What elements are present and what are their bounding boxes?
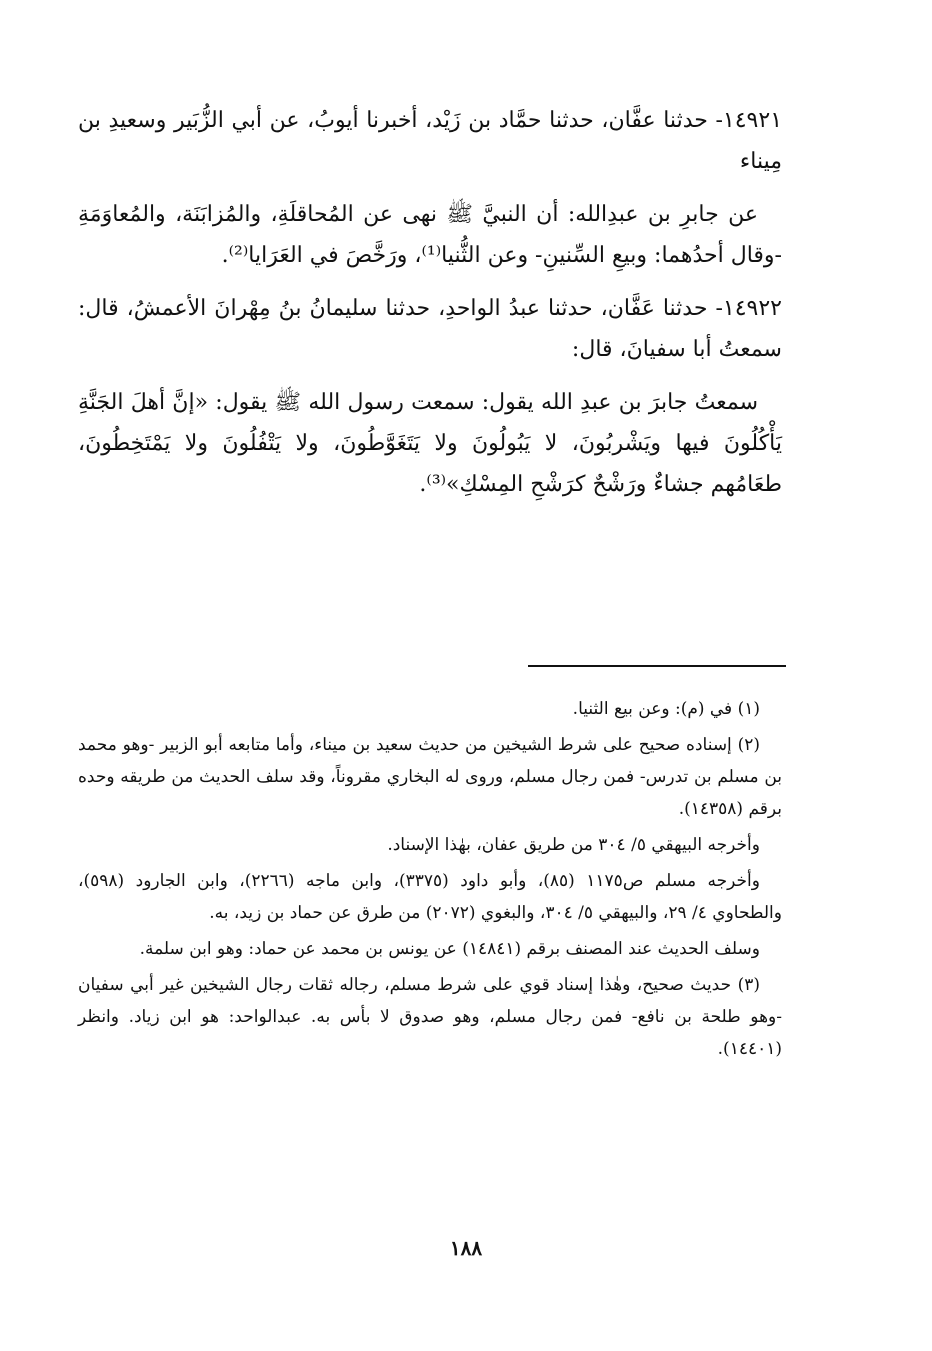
hadith-14922-matn: سمعتُ جابرَ بن عبدِ الله يقول: سمعت رسول الله ﷺ يقول: «إنَّ أهلَ الجَنَّةِ يَأْكُلُونَ فيها ويَشْربُونَ، لا يَبُولُونَ ولا يَتَغَوَّطُونَ، ولا يَتْفُلُونَ ولا يَمْتَخِطُونَ، طعَامُهم جشاءٌ ورَشْحٌ كرَشْحِ المِسْكِ»⁽³⁾. [78, 390, 782, 497]
main-text [78, 100, 782, 517]
footnote-1: (١) في (م): وعن بيع الثنيا. [572, 699, 760, 719]
hadith-14921-isnad: ١٤٩٢١- حدثنا عفَّان، حدثنا حمَّاد بن زَيْد، أخبرنا أيوبُ، عن أبي الزُّبَير وسعيدِ بن مِيناء [78, 108, 783, 174]
footnote-2-continued: وأخرجه مسلم ص١١٧٥ (٨٥)، وأبو داود (٣٣٧٥)، وابن ماجه (٢٢٦٦)، وابن الجارود (٥٩٨)، والطحاوي ٤/ ٢٩، والبيهقي ٥/ ٣٠٤، والبغوي (٢٠٧٢) من طرق عن حماد بن زيد، به. [78, 871, 782, 923]
page-number: ١٨٨ [449, 1236, 483, 1260]
hadith-14922-isnad: ١٤٩٢٢- حدثنا عَفَّان، حدثنا عبدُ الواحدِ، حدثنا سليمانُ بنُ مِهْرانَ الأعمشُ، قال: سمعتُ أبا سفيانَ، قال: [78, 296, 782, 362]
footnote-3: (٣) حديث صحيح، وهٰذا إسناد قوي على شرط مسلم، رجاله ثقات رجال الشيخين غير أبي سفيان -وهو طلحة بن نافع- فمن رجال مسلم، وهو صدوق لا بأس به. عبدالواحد: هو ابن زياد. وانظر (١٤٤٠١). [78, 975, 782, 1059]
footnotes [78, 693, 782, 1069]
footnote-2-continued: وسلف الحديث عند المصنف برقم (١٤٨٤١) عن يونس بن محمد عن حماد: وهو ابن سلمة. [139, 939, 760, 959]
footnote-separator [528, 665, 786, 667]
hadith-14921-matn: عن جابرِ بن عبدِالله: أن النبيَّ ﷺ نهى عن المُحاقلَةِ، والمُزابَنَة، والمُعاوَمَةِ -وقال أحدُهما: وبيعِ السِّنينِ- وعن الثُّنيا⁽¹⁾، ورَخَّصَ في العَرَايا⁽²⁾. [78, 202, 782, 268]
footnote-2-continued: وأخرجه البيهقي ٥/ ٣٠٤ من طريق عفان، بهٰذا الإسناد. [387, 835, 760, 855]
footnote-2: (٢) إسناده صحيح على شرط الشيخين من حديث سعيد بن ميناء، وأما متابعه أبو الزبير -وهو محمد بن مسلم بن تدرس- فمن رجال مسلم، وروى له البخاري مقروناً، وقد سلف الحديث من طريقه وحده برقم (١٤٣٥٨). [78, 735, 782, 819]
